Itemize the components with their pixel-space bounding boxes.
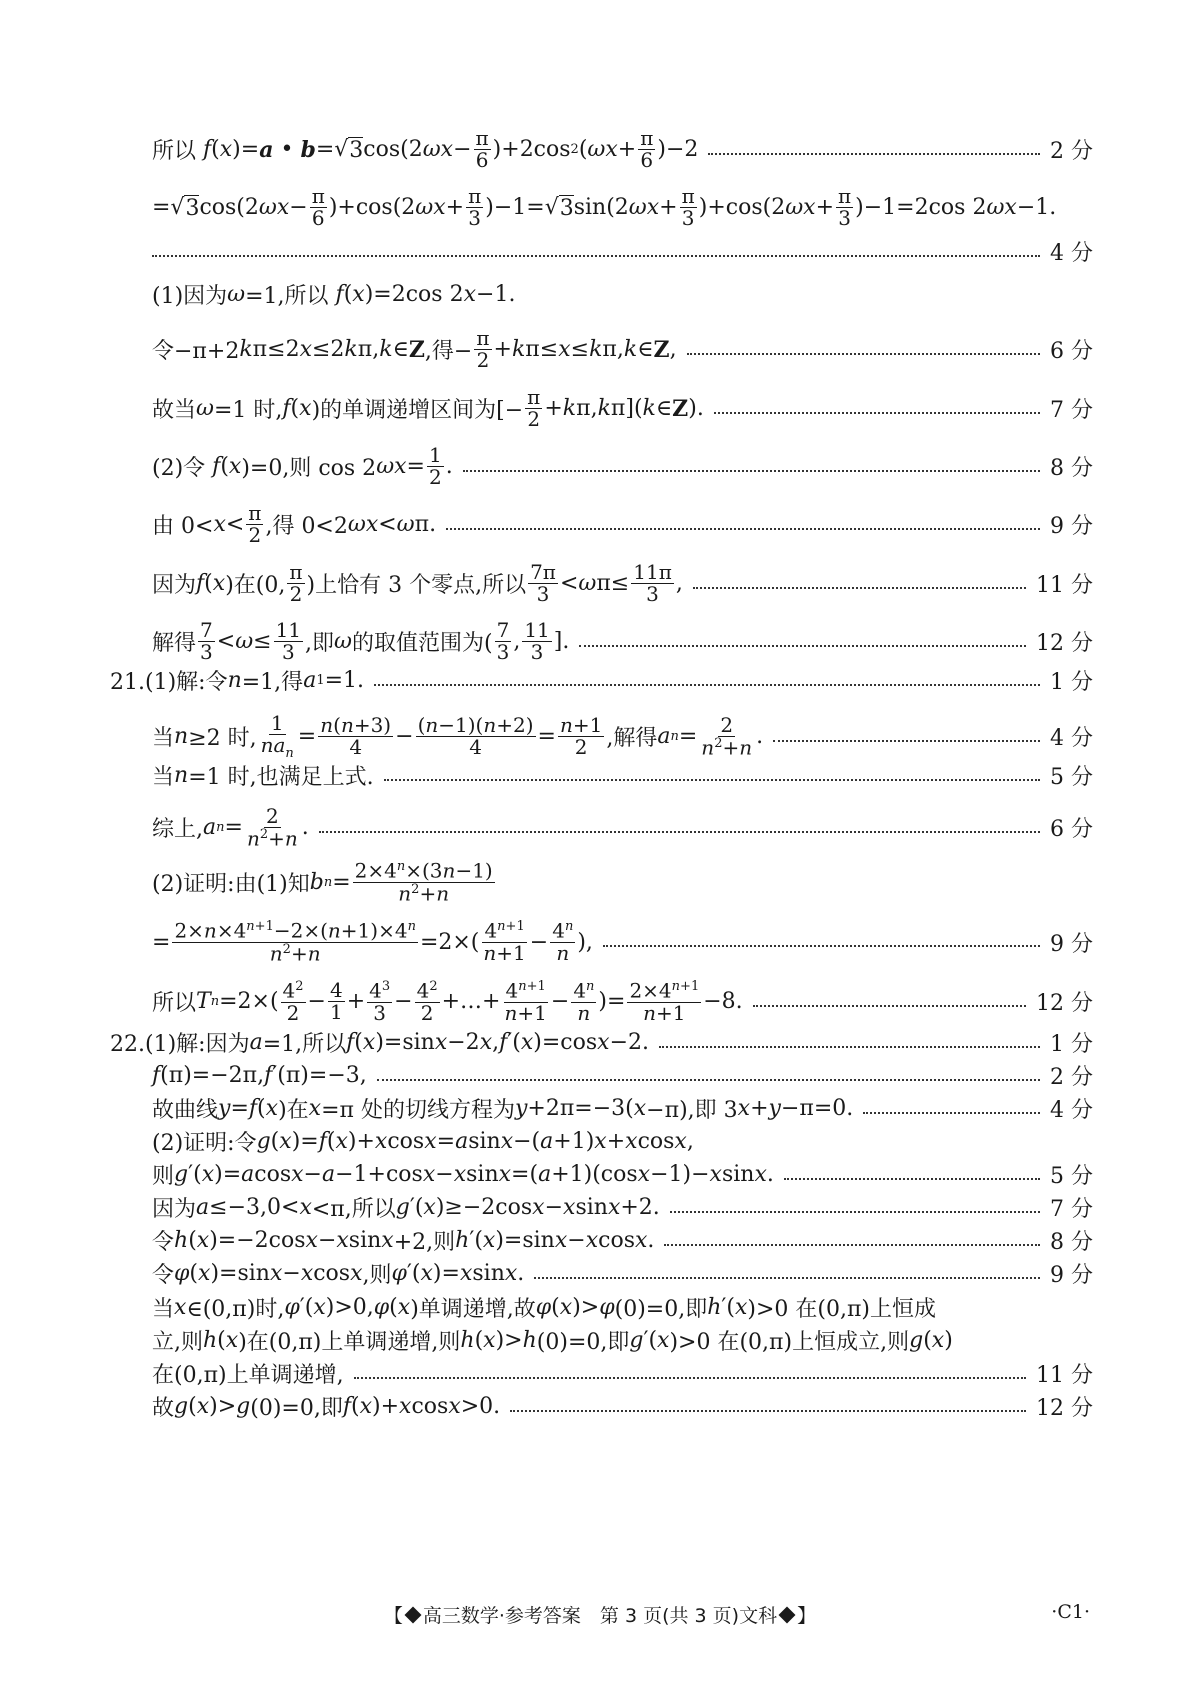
score-label: 9 分 [1050, 931, 1093, 957]
score-label: 6 分 [1050, 817, 1093, 843]
answer-line [152, 445, 1093, 488]
score-label: 4 分 [1050, 241, 1093, 266]
answer-text: (2)令 f ( x )=0,则 cos 2 ωx = $\frac{1}{2}$ . [152, 443, 453, 489]
answer-text: 故当 ω =1 时, f ( x )的单调递增区间为[− $\frac{\pi}{2}$ + k π, k π]( k ∈ Z ). [152, 385, 704, 431]
answer-text: 21.(1)解:令 n =1,得 a 1 =1. [110, 668, 365, 695]
dot-leader [603, 945, 1040, 947]
dot-leader [670, 1211, 1040, 1213]
answer-line [152, 236, 1093, 267]
score-label: 8 分 [1050, 1230, 1093, 1255]
dot-leader [863, 1112, 1040, 1114]
dot-leader [773, 740, 1040, 742]
score-label: 9 分 [1050, 1263, 1093, 1288]
score-label: 2 分 [1050, 1065, 1093, 1090]
dot-leader [784, 1178, 1040, 1180]
dot-leader [446, 528, 1040, 530]
answer-text: =√ 3 cos(2 ωx − $\frac{\pi}{6}$ )+cos(2 ωx + $\frac{\pi}{3}$ )−1=√ 3 sin(2 ωx + $\frac{\pi}{3}$ )+cos(2 ωx + $\frac{\pi}{3}$ )−1=2cos 2 ωx −1. [152, 184, 1057, 230]
answer-text: 在(0,π)上单调递增, [152, 1363, 344, 1388]
answer-text: 所以 f ( x )= a • b =√ 3 cos(2 ωx − $\frac{\pi}{6}$ )+2cos 2 ( ωx + $\frac{\pi}{6}$ )−2 [152, 126, 699, 172]
dot-leader [384, 779, 1040, 781]
score-label: 5 分 [1050, 765, 1093, 790]
answer-text: 故 g ( x )> g (0)=0,即 f ( x )+ x cos x >0. [152, 1394, 501, 1421]
answer-line [152, 980, 1093, 1024]
answer-text: (1)因为 ω =1,所以 f ( x )=2cos 2 x −1. [152, 282, 516, 309]
answer-line [152, 713, 1093, 761]
answer-line [152, 387, 1093, 430]
score-label: 12 分 [1036, 1396, 1093, 1421]
answer-text: 当 x ∈(0,π)时, φ ′( x )>0, φ ( x )单调递增,故 φ ( x )> φ (0)=0,即 h ′( x )>0 在(0,π)上恒成 [152, 1295, 937, 1322]
score-label: 2 分 [1050, 139, 1093, 164]
score-label: 5 分 [1050, 1164, 1093, 1189]
score-label: 8 分 [1050, 456, 1093, 481]
dot-leader [374, 684, 1040, 686]
score-label: 9 分 [1050, 514, 1093, 539]
dot-leader [152, 255, 1040, 257]
score-label: 7 分 [1050, 1197, 1093, 1222]
answer-text: 立,则 h ( x )在(0,π)上单调递增,则 h ( x )> h (0)=0,即 g ′( x )>0 在(0,π)上恒成立,则 g ( x ) [152, 1328, 953, 1355]
dot-leader [463, 470, 1040, 472]
dot-leader [319, 831, 1040, 833]
answer-line [152, 1225, 1093, 1256]
page-footer [0, 1601, 1200, 1628]
dot-leader [708, 153, 1040, 155]
answer-line [110, 1027, 1093, 1058]
dot-leader [510, 1410, 1026, 1412]
dot-leader [354, 1377, 1026, 1379]
dot-leader [693, 587, 1026, 589]
answer-line [152, 1358, 1093, 1389]
score-label: 12 分 [1036, 991, 1093, 1017]
answer-text: 当 n =1 时,也满足上式. [152, 763, 374, 790]
answer-line [152, 1391, 1093, 1422]
answer-text: 所以 T n =2×( $\frac{4^2}{2}$ − $\frac{4}{1}$ + $\frac{4^3}{3}$ − $\frac{4^2}{2}$ +…+ $\frac{4^{n+1}}{n+1}$ − $\frac{4^n}{n}$ )= $\frac{2\times 4^{n+1}}{n+1}$ −8. [152, 978, 743, 1025]
score-label: 7 分 [1050, 398, 1093, 423]
score-label: 4 分 [1050, 726, 1093, 752]
dot-leader [534, 1277, 1040, 1279]
answer-text: (2)证明:令 g ( x )= f ( x )+ x cos x = a sin x −( a +1) x + x cos x , [152, 1129, 694, 1156]
answer-line [152, 920, 1093, 964]
answer-text: = $\frac{2\times n\times 4^{n+1}-2\times(n+1)\times 4^n}{n^2+n}$ =2×( $\frac{4^{n+1}}{n+1}$ − $\frac{4^n}{n}$ ), [152, 918, 593, 966]
answer-line [152, 620, 1093, 663]
score-label: 1 分 [1050, 670, 1093, 695]
answer-text: 22.(1)解:因为 a =1,所以 f ( x )=sin x −2 x , f ′( x )=cos x −2. [110, 1030, 649, 1057]
answer-line [152, 1093, 1093, 1124]
dot-leader [714, 412, 1040, 414]
answer-line [152, 1126, 1093, 1157]
answer-line [152, 1292, 1093, 1323]
answer-line [152, 186, 1093, 229]
score-label: 4 分 [1050, 1098, 1093, 1123]
answer-text: 令 h ( x )=−2cos x − x sin x +2,则 h ′( x )=sin x − x cos x . [152, 1228, 655, 1255]
dot-leader [753, 1005, 1026, 1007]
answer-line [152, 1192, 1093, 1223]
dot-leader [377, 1079, 1040, 1081]
answer-text: 当 n ≥2 时, $\frac{1}{na_n}$ = $\frac{n(n+3)}{4}$ − $\frac{(n-1)(n+2)}{4}$ = $\frac{n+1}{2}$ ,解得 a n = $\frac{2}{n^2+n}$ . [152, 711, 764, 761]
answer-line [152, 128, 1093, 171]
answer-text: 解得 $\frac{7}{3}$ < ω ≤ $\frac{11}{3}$ ,即 ω 的取值范围为( $\frac{7}{3}$ , $\frac{11}{3}$ ]. [152, 618, 570, 664]
score-label: 1 分 [1050, 1032, 1093, 1057]
answer-line [152, 760, 1093, 791]
diamond-icon [779, 1607, 796, 1624]
dot-leader [659, 1046, 1040, 1048]
answer-text: 令 φ ( x )=sin x − x cos x ,则 φ ′( x )= x sin x . [152, 1261, 525, 1288]
dot-leader [687, 353, 1040, 355]
answer-line [152, 1060, 1093, 1091]
score-label: 11 分 [1036, 573, 1093, 598]
answer-line [152, 1325, 1093, 1356]
answer-line [152, 860, 1093, 904]
score-label: 12 分 [1036, 631, 1093, 656]
answer-text: 由 0< x < $\frac{\pi}{2}$ ,得 0<2 ωx < ω π. [152, 501, 437, 547]
answer-text: 则 g ′( x )= a cos x − a −1+cos x − x sin x =( a +1)(cos x −1)− x sin x . [152, 1162, 774, 1189]
score-label: 11 分 [1036, 1363, 1093, 1388]
answer-text: f (π)=−2π, f ′(π)=−3, [152, 1063, 367, 1088]
dot-leader [579, 645, 1026, 647]
page-code: ·C1· [1051, 1601, 1090, 1623]
answer-line [152, 279, 1093, 310]
diamond-icon [404, 1607, 421, 1624]
answer-line [152, 806, 1093, 850]
footer-text: 高三数学·参考答案 第 3 页(共 3 页)文科 [422, 1605, 778, 1627]
answer-text: 令−π+2 k π≤2 x ≤2 k π, k ∈ Z ,得− $\frac{\pi}{2}$ + k π≤ x ≤ k π, k ∈ Z , [152, 326, 677, 372]
footer-bracket-right: 】 [797, 1605, 817, 1627]
answer-line [152, 562, 1093, 605]
answer-line [152, 1159, 1093, 1190]
dot-leader [664, 1244, 1040, 1246]
answer-text: 故曲线 y = f ( x )在 x =π 处的切线方程为 y +2π=−3( x −π),即 3 x + y −π=0. [152, 1096, 854, 1123]
score-label: 6 分 [1050, 339, 1093, 364]
footer-bracket-left: 【 [383, 1605, 403, 1627]
answer-text: 因为 f ( x )在(0, $\frac{\pi}{2}$ )上恰有 3 个零点,所以 $\frac{7\pi}{3}$ < ω π≤ $\frac{11\pi}{3}$ , [152, 560, 683, 606]
answer-text: 综上, a n = $\frac{2}{n^2+n}$ . [152, 804, 309, 851]
answer-line [152, 1258, 1093, 1289]
answer-line [110, 665, 1093, 696]
answer-text: (2)证明:由(1)知 b n = $\frac{2\times 4^n\times(3n-1)}{n^2+n}$ [152, 858, 493, 906]
answer-line [152, 328, 1093, 371]
answer-text: 因为 a ≤−3,0< x <π,所以 g ′( x )≥−2cos x − x sin x +2. [152, 1195, 660, 1222]
answer-line [152, 503, 1093, 546]
